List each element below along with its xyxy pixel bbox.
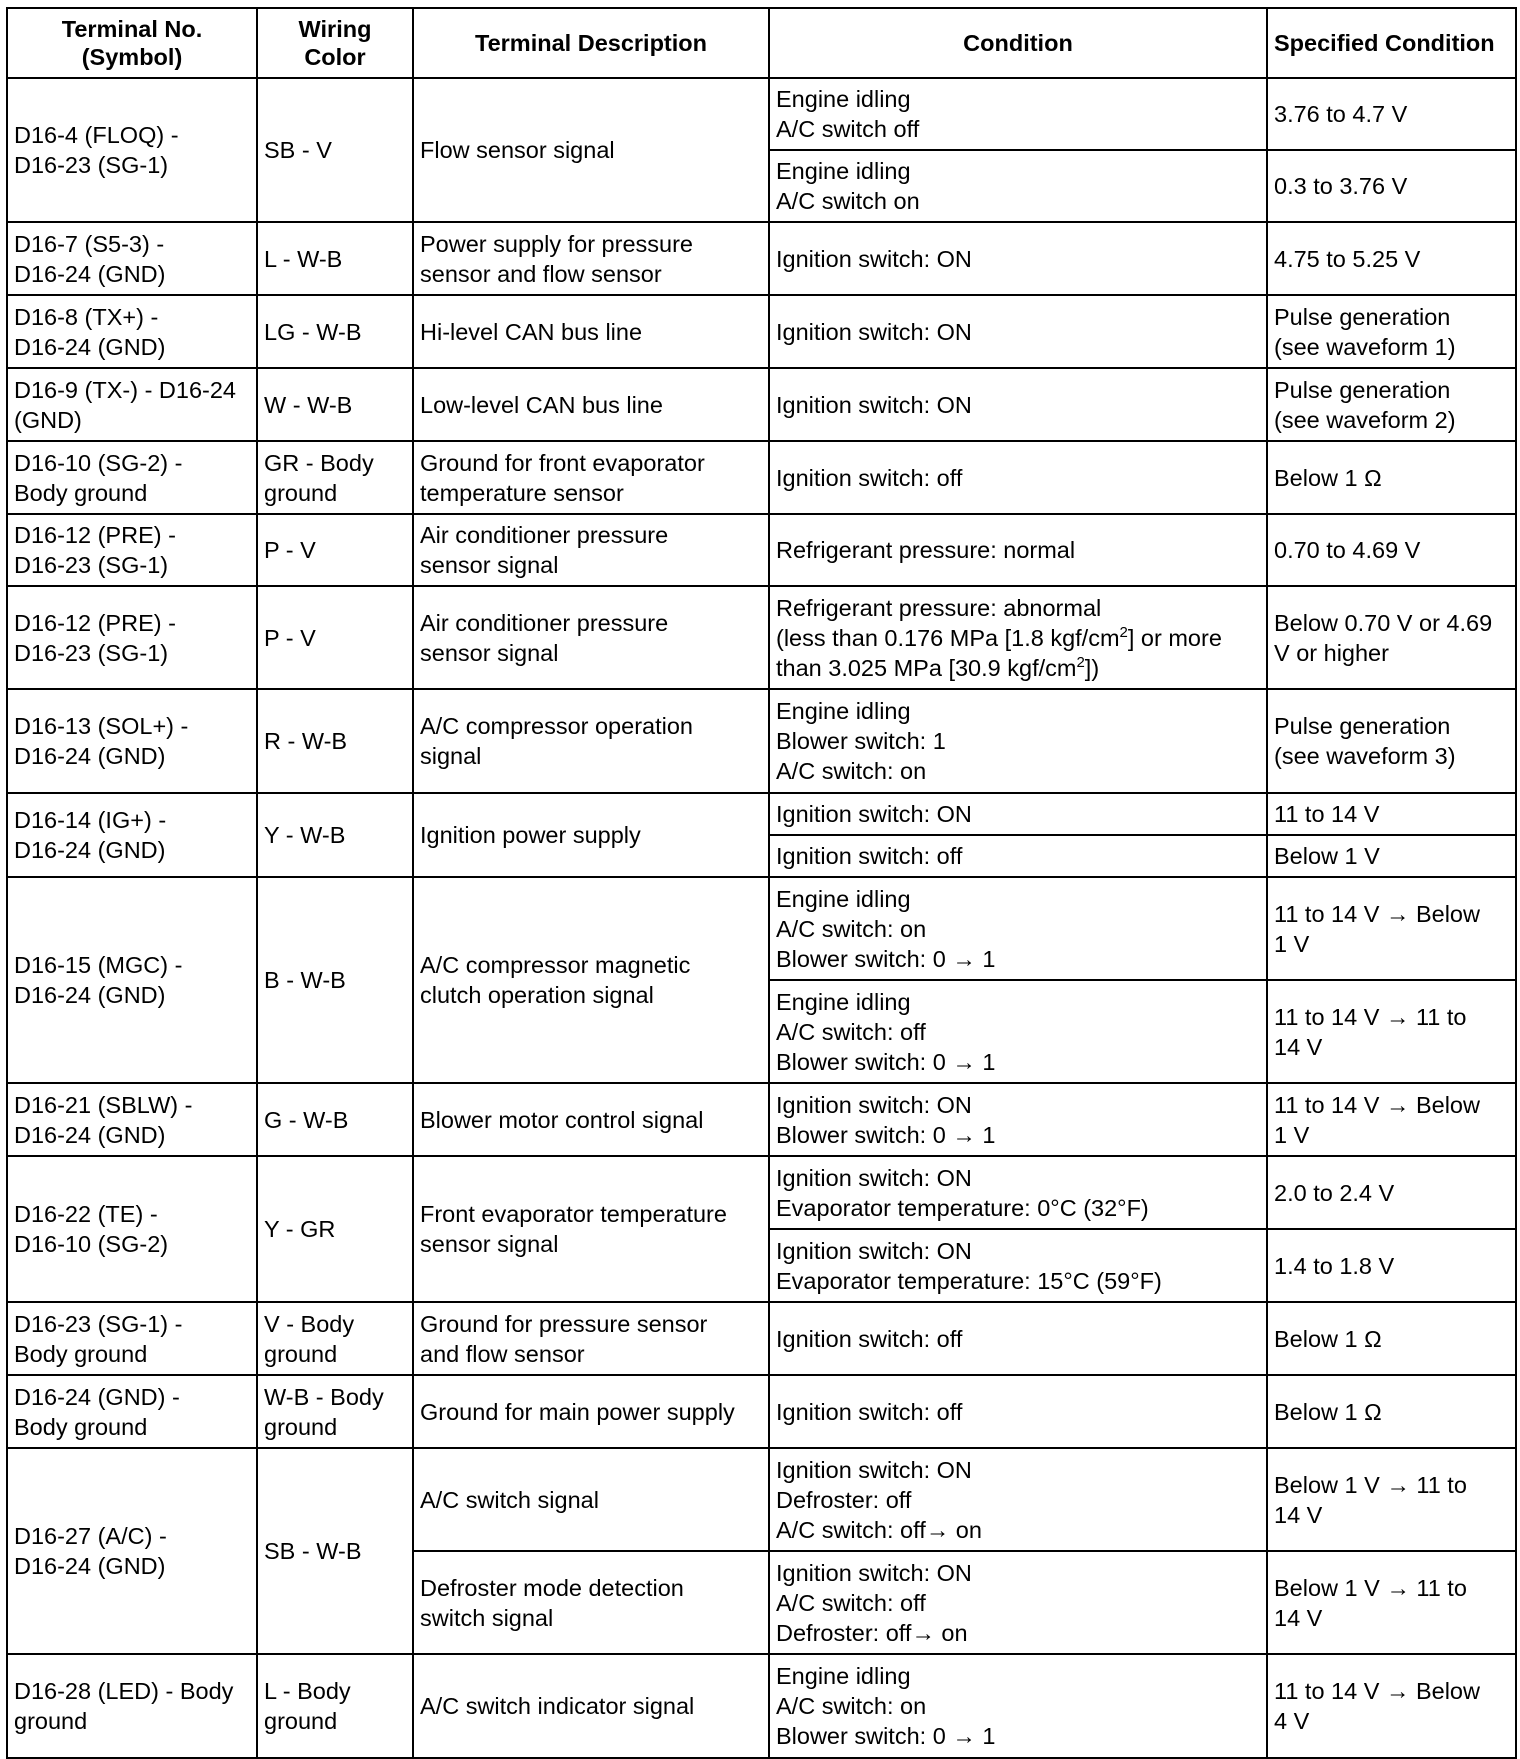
- header-specified: Specified Condition: [1267, 8, 1516, 78]
- description-cell: Ground for main power supply: [413, 1375, 769, 1448]
- terminal-cell: D16-15 (MGC) - D16-24 (GND): [7, 877, 257, 1083]
- table-row: [7, 793, 1516, 835]
- header-description: Terminal Description: [413, 8, 769, 78]
- terminal-cell: D16-9 (TX-) - D16-24 (GND): [7, 368, 257, 441]
- terminal-cell: D16-8 (TX+) - D16-24 (GND): [7, 295, 257, 368]
- terminal-cell: D16-27 (A/C) - D16-24 (GND): [7, 1448, 257, 1654]
- table-row: [7, 1083, 1516, 1156]
- specified-cell: Below 1 Ω: [1267, 441, 1516, 514]
- wiring-cell: Y - GR: [257, 1156, 413, 1302]
- terminal-cell: D16-22 (TE) - D16-10 (SG-2): [7, 1156, 257, 1302]
- terminal-spec-table: [6, 7, 1517, 1759]
- description-cell: A/C compressor operation signal: [413, 689, 769, 793]
- description-cell: Low-level CAN bus line: [413, 368, 769, 441]
- terminal-cell: D16-28 (LED) - Body ground: [7, 1654, 257, 1758]
- condition-line: ] or more: [1127, 624, 1222, 651]
- condition-cell: Ignition switch: off: [769, 1375, 1267, 1448]
- wiring-cell: SB - W-B: [257, 1448, 413, 1654]
- condition-cell: Engine idling A/C switch on: [769, 150, 1267, 222]
- specified-cell: 11 to 14 V → 11 to 14 V: [1267, 980, 1516, 1083]
- table-row: [7, 222, 1516, 295]
- specified-cell: 3.76 to 4.7 V: [1267, 78, 1516, 150]
- wiring-cell: L - W-B: [257, 222, 413, 295]
- condition-cell: Engine idling A/C switch off: [769, 78, 1267, 150]
- condition-cell: Ignition switch: ON Blower switch: 0 → 1: [769, 1083, 1267, 1156]
- specified-cell: Pulse generation (see waveform 2): [1267, 368, 1516, 441]
- specified-cell: 1.4 to 1.8 V: [1267, 1229, 1516, 1302]
- description-cell: Ignition power supply: [413, 793, 769, 877]
- wiring-cell: W - W-B: [257, 368, 413, 441]
- wiring-cell: B - W-B: [257, 877, 413, 1083]
- wiring-cell: GR - Body ground: [257, 441, 413, 514]
- wiring-cell: P - V: [257, 514, 413, 586]
- description-cell: Power supply for pressure sensor and flow sensor: [413, 222, 769, 295]
- table-row: [7, 586, 1516, 689]
- wiring-cell: SB - V: [257, 78, 413, 222]
- wiring-cell: V - Body ground: [257, 1302, 413, 1375]
- description-cell: Air conditioner pressure sensor signal: [413, 514, 769, 586]
- description-cell: Blower motor control signal: [413, 1083, 769, 1156]
- terminal-cell: D16-12 (PRE) - D16-23 (SG-1): [7, 514, 257, 586]
- specified-cell: Below 0.70 V or 4.69 V or higher: [1267, 586, 1516, 689]
- terminal-cell: D16-13 (SOL+) - D16-24 (GND): [7, 689, 257, 793]
- condition-cell: Ignition switch: ON: [769, 368, 1267, 441]
- table-row: [7, 1302, 1516, 1375]
- specified-cell: Below 1 V: [1267, 835, 1516, 877]
- condition-cell: Ignition switch: ON Evaporator temperature: 0°C (32°F): [769, 1156, 1267, 1229]
- description-cell: A/C switch signal: [413, 1448, 769, 1551]
- condition-line: (less than 0.176 MPa [1.8 kgf/cm: [776, 624, 1120, 651]
- condition-cell: Engine idling Blower switch: 1 A/C switch: on: [769, 689, 1267, 793]
- condition-cell: Ignition switch: ON A/C switch: off Defroster: off→ on: [769, 1551, 1267, 1654]
- terminal-cell: D16-12 (PRE) - D16-23 (SG-1): [7, 586, 257, 689]
- specified-cell: 0.3 to 3.76 V: [1267, 150, 1516, 222]
- condition-cell: Ignition switch: ON: [769, 222, 1267, 295]
- terminal-cell: D16-4 (FLOQ) - D16-23 (SG-1): [7, 78, 257, 222]
- specified-cell: Below 1 V → 11 to 14 V: [1267, 1448, 1516, 1551]
- condition-cell: Ignition switch: ON Evaporator temperature: 15°C (59°F): [769, 1229, 1267, 1302]
- table-row: [7, 368, 1516, 441]
- description-cell: Defroster mode detection switch signal: [413, 1551, 769, 1654]
- specified-cell: 11 to 14 V → Below 1 V: [1267, 877, 1516, 980]
- condition-cell: Ignition switch: ON Defroster: off A/C switch: off→ on: [769, 1448, 1267, 1551]
- condition-line: ]): [1084, 654, 1100, 681]
- description-cell: Hi-level CAN bus line: [413, 295, 769, 368]
- terminal-cell: D16-10 (SG-2) - Body ground: [7, 441, 257, 514]
- header-row: [7, 8, 1516, 78]
- condition-line: Refrigerant pressure: abnormal: [776, 594, 1102, 621]
- table-row: [7, 295, 1516, 368]
- condition-cell: Refrigerant pressure: normal: [769, 514, 1267, 586]
- specified-cell: Below 1 Ω: [1267, 1375, 1516, 1448]
- table-row: [7, 1448, 1516, 1551]
- wiring-cell: P - V: [257, 586, 413, 689]
- specified-cell: 11 to 14 V → Below 4 V: [1267, 1654, 1516, 1758]
- condition-cell: [769, 586, 1267, 689]
- description-cell: Front evaporator temperature sensor signal: [413, 1156, 769, 1302]
- specified-cell: Below 1 V → 11 to 14 V: [1267, 1551, 1516, 1654]
- terminal-cell: D16-21 (SBLW) - D16-24 (GND): [7, 1083, 257, 1156]
- terminal-cell: D16-23 (SG-1) - Body ground: [7, 1302, 257, 1375]
- condition-cell: Ignition switch: ON: [769, 295, 1267, 368]
- specified-cell: Pulse generation (see waveform 1): [1267, 295, 1516, 368]
- table-row: [7, 441, 1516, 514]
- terminal-cell: D16-24 (GND) - Body ground: [7, 1375, 257, 1448]
- table-row: [7, 1654, 1516, 1758]
- wiring-cell: Y - W-B: [257, 793, 413, 877]
- header-wiring: Wiring Color: [257, 8, 413, 78]
- specified-cell: 2.0 to 2.4 V: [1267, 1156, 1516, 1229]
- wiring-cell: R - W-B: [257, 689, 413, 793]
- superscript: 2: [1119, 623, 1128, 641]
- condition-cell: Engine idling A/C switch: off Blower switch: 0 → 1: [769, 980, 1267, 1083]
- wiring-cell: G - W-B: [257, 1083, 413, 1156]
- condition-cell: Ignition switch: ON: [769, 793, 1267, 835]
- condition-cell: Engine idling A/C switch: on Blower switch: 0 → 1: [769, 1654, 1267, 1758]
- table-row: [7, 1375, 1516, 1448]
- description-cell: Flow sensor signal: [413, 78, 769, 222]
- table-row: [7, 689, 1516, 793]
- table-row: [7, 877, 1516, 980]
- condition-cell: Ignition switch: off: [769, 441, 1267, 514]
- condition-cell: Ignition switch: off: [769, 835, 1267, 877]
- condition-line: than 3.025 MPa [30.9 kgf/cm: [776, 654, 1077, 681]
- specified-cell: 11 to 14 V: [1267, 793, 1516, 835]
- header-condition: Condition: [769, 8, 1267, 78]
- specified-cell: Below 1 Ω: [1267, 1302, 1516, 1375]
- specified-cell: 0.70 to 4.69 V: [1267, 514, 1516, 586]
- table-row: [7, 78, 1516, 150]
- specified-cell: Pulse generation (see waveform 3): [1267, 689, 1516, 793]
- wiring-cell: W-B - Body ground: [257, 1375, 413, 1448]
- superscript: 2: [1076, 653, 1085, 671]
- specified-cell: 11 to 14 V → Below 1 V: [1267, 1083, 1516, 1156]
- header-terminal: Terminal No. (Symbol): [7, 8, 257, 78]
- wiring-cell: LG - W-B: [257, 295, 413, 368]
- specified-cell: 4.75 to 5.25 V: [1267, 222, 1516, 295]
- description-cell: Air conditioner pressure sensor signal: [413, 586, 769, 689]
- terminal-cell: D16-14 (IG+) - D16-24 (GND): [7, 793, 257, 877]
- description-cell: A/C switch indicator signal: [413, 1654, 769, 1758]
- table-row: [7, 514, 1516, 586]
- description-cell: A/C compressor magnetic clutch operation signal: [413, 877, 769, 1083]
- condition-cell: Engine idling A/C switch: on Blower switch: 0 → 1: [769, 877, 1267, 980]
- table-row: [7, 1156, 1516, 1229]
- terminal-cell: D16-7 (S5-3) - D16-24 (GND): [7, 222, 257, 295]
- wiring-cell: L - Body ground: [257, 1654, 413, 1758]
- description-cell: Ground for pressure sensor and flow sensor: [413, 1302, 769, 1375]
- condition-cell: Ignition switch: off: [769, 1302, 1267, 1375]
- description-cell: Ground for front evaporator temperature sensor: [413, 441, 769, 514]
